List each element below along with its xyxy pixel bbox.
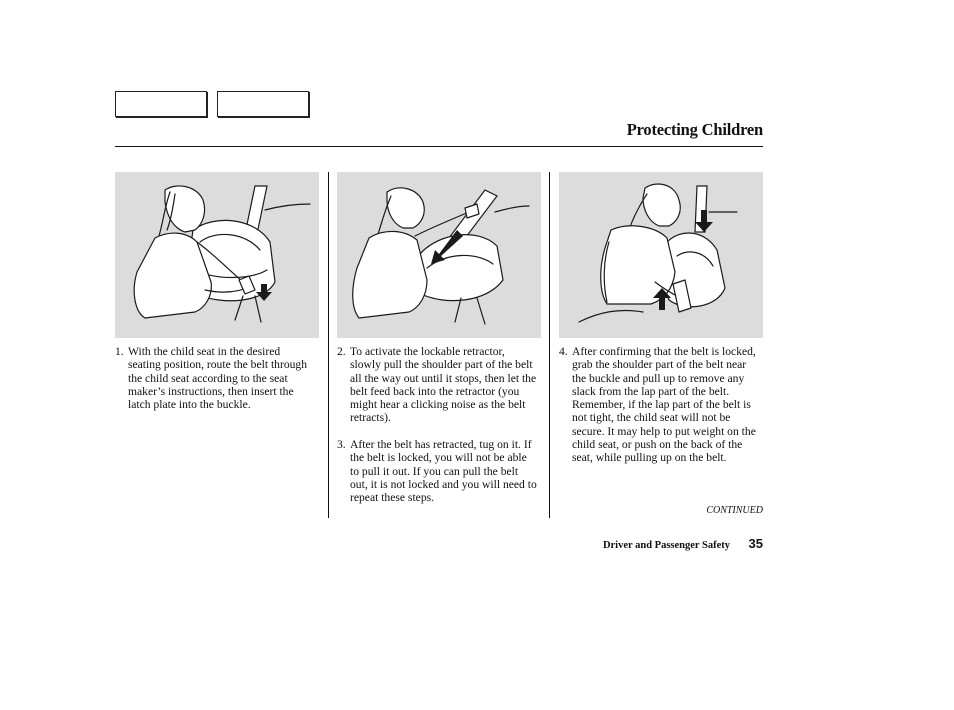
continued-label: CONTINUED bbox=[706, 505, 763, 516]
page-number: 35 bbox=[748, 536, 763, 551]
instruction-step-4 bbox=[559, 345, 759, 465]
instruction-step-1 bbox=[115, 345, 315, 411]
header-tab-box-left bbox=[115, 91, 207, 117]
header-tab-box-right bbox=[217, 91, 309, 117]
step-text: To activate the lockable retractor, slowly pull the shoulder part of the belt all the way out until it stops, then let the belt feed back into the retractor (you might hear a clicking noise as the belt retracts). bbox=[350, 345, 537, 425]
illustration-activate-retractor bbox=[337, 172, 541, 338]
step-number: 3. bbox=[337, 438, 346, 451]
instruction-step-2 bbox=[337, 345, 537, 425]
illustration-remove-slack bbox=[559, 172, 763, 338]
page-title: Protecting Children bbox=[626, 120, 763, 139]
illustration-route-belt bbox=[115, 172, 319, 338]
step-number: 4. bbox=[559, 345, 568, 358]
column-divider-2 bbox=[549, 172, 550, 518]
step-number: 1. bbox=[115, 345, 124, 358]
title-divider bbox=[115, 146, 763, 147]
footer-section-label: Driver and Passenger Safety bbox=[602, 540, 730, 551]
instruction-step-3 bbox=[337, 438, 537, 504]
step-text: With the child seat in the desired seating position, route the belt through the child seat according to the seat maker’s instructions, then insert the latch plate into the buckle. bbox=[128, 345, 308, 412]
column-divider-1 bbox=[328, 172, 329, 518]
step-number: 2. bbox=[337, 345, 346, 358]
step-text: After the belt has retracted, tug on it. If the belt is locked, you will not be able to pull it out. If you can pull the belt out, it is not locked and you will need to repeat these steps. bbox=[350, 438, 537, 505]
step-text: After confirming that the belt is locked, grab the shoulder part of the belt near the buckle and pull up to remove any slack from the lap part of the belt. Remember, if the lap part of the belt is not tight, the child seat will not be secure. It may help to put weight on the child seat, or push on the back of the seat, while pulling up on the belt. bbox=[572, 345, 756, 465]
